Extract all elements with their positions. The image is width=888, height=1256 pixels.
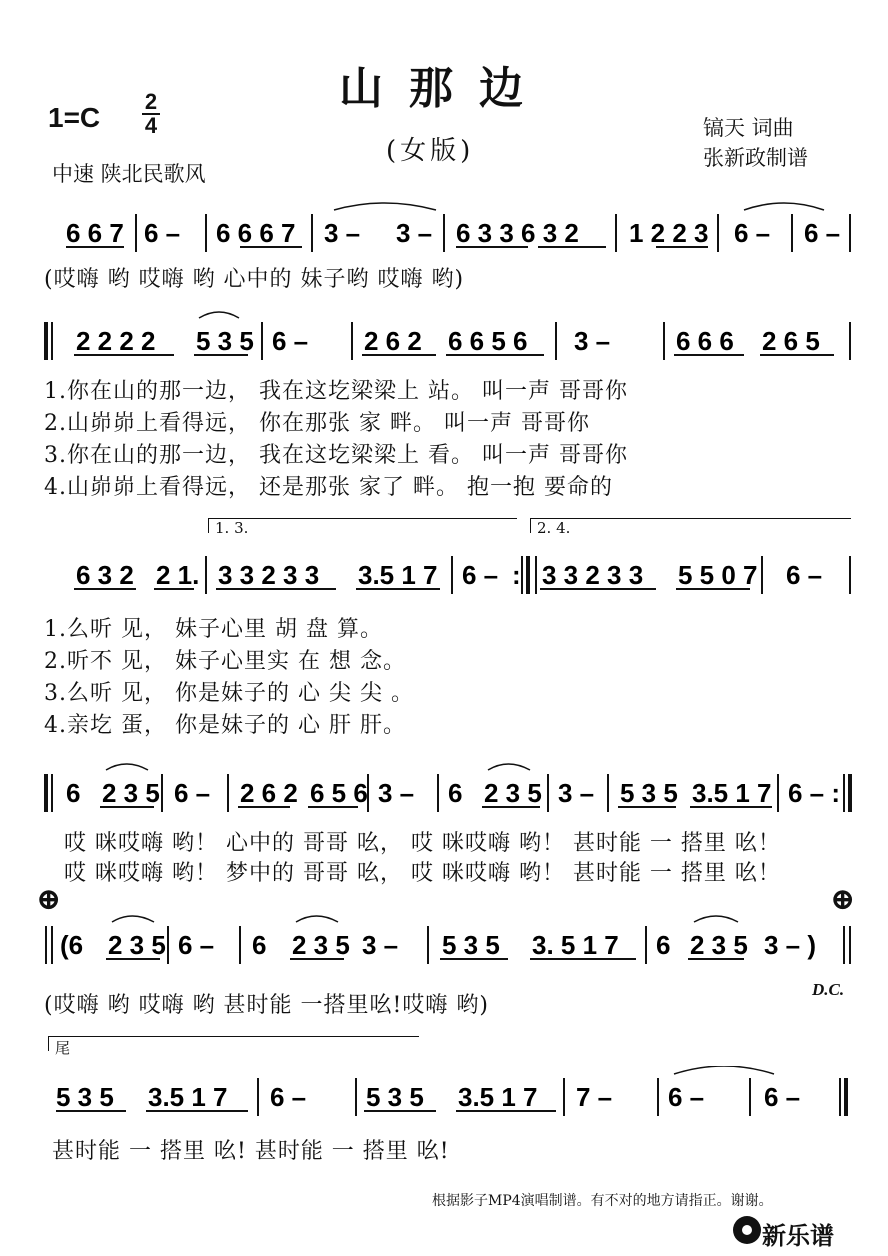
row6-notes: 5 3 5 3.5 1 7 6 – 5 3 5 3.5 1 7 7 – 6 – 6 – <box>56 1082 801 1112</box>
site-logo: 新乐谱 <box>762 1222 834 1250</box>
lyrics-row-2-v3: 3.你在山的那一边， 我在这圪梁梁上 看。 叫一声 哥哥你 <box>44 443 628 468</box>
row2-notes: 2 2 2 2 5 3 5 6 – 2 6 2 6 6 5 6 3 – 6 6 6 2 6 5 <box>76 326 820 356</box>
lyrics-row-3-v1: 1.么听 见， 妹子心里 胡 盘 算。 <box>44 617 383 642</box>
row4-notes: 6 2 3 5 6 – 2 6 2 6 5 6 3 – 6 2 3 5 3 – 5 3 5 3.5 1 7 6 – : <box>66 778 841 808</box>
row5-notes: (6 2 3 5 6 – 6 2 3 5 3 – 5 3 5 3. 5 1 7 6 2 3 5 3 – ) <box>60 930 817 960</box>
volta-bracket-2 <box>530 518 851 537</box>
volta-label-2: 2. 4. <box>537 519 571 537</box>
dc-marking: D.C. <box>812 980 845 999</box>
logo-disc-icon <box>733 1216 761 1244</box>
footer-note: 根据影子MP4演唱制谱。有不对的地方请指正。谢谢。 <box>432 1193 773 1209</box>
coda-label: 尾 <box>55 1039 71 1057</box>
notation-row-1 <box>44 202 856 262</box>
volta-bracket-1 <box>208 518 517 537</box>
lyrics-row-6: 甚时能 一 搭里 吆! 甚时能 一 搭里 吆! <box>52 1139 450 1164</box>
lyrics-row-2-v2: 2.山峁峁上看得远， 你在那张 家 畔。 叫一声 哥哥你 <box>44 411 590 436</box>
coda-sign-right: ⊕ <box>830 882 856 917</box>
tempo-marking: 中速 陕北民歌风 <box>52 162 206 186</box>
time-sig-top: 2 <box>144 89 158 114</box>
lyrics-row-1: (哎嗨 哟 哎嗨 哟 心中的 妹子哟 哎嗨 哟) <box>44 267 465 292</box>
lyrics-row-3-v2: 2.听不 见， 妹子心里实 在 想 念。 <box>44 649 406 674</box>
lyrics-row-2-v4: 4.山峁峁上看得远， 还是那张 家了 畔。 抱一抱 要命的 <box>44 475 613 500</box>
notation-row-2 <box>44 310 856 370</box>
coda-sign-left: ⊕ <box>36 882 62 917</box>
key-signature: 1=C <box>48 102 101 133</box>
coda-bracket <box>48 1036 419 1057</box>
lyrics-row-4-v1: 哎 咪哎嗨 哟！ 心中的 哥哥 吆， 哎 咪哎嗨 哟！ 甚时能 一 搭里 吆！ <box>64 831 781 856</box>
lyrics-row-3-v4: 4.亲圪 蛋， 你是妹子的 心 肝 肝。 <box>44 713 406 738</box>
credit-transcriber: 张新政制谱 <box>703 146 808 170</box>
time-sig-bottom: 4 <box>144 113 158 138</box>
score-row-3 <box>44 544 856 604</box>
row3-notes: 6 3 2 2 1. 3 3 2 3 3 3.5 1 7 6 – : 3 3 2 3 3 5 5 0 7 6 – <box>76 560 823 590</box>
lyrics-row-4-v2: 哎 咪哎嗨 哟！ 梦中的 哥哥 吆， 哎 咪哎嗨 哟！ 甚时能 一 搭里 吆！ <box>64 861 781 886</box>
lyrics-row-3-v3: 3.么听 见， 你是妹子的 心 尖 尖 。 <box>44 681 414 706</box>
notation-row-6 <box>44 1066 856 1126</box>
song-title: 山那边 <box>339 63 549 114</box>
notation-row-3 <box>44 544 856 604</box>
song-subtitle: (女版) <box>386 136 475 166</box>
volta-label-1: 1. 3. <box>215 519 249 537</box>
score-row-2 <box>44 310 856 370</box>
row1-notes: 6 6 7 6 – 6 6 6 7 3 – 3 – 6 3 3 6 3 2 1 2 2 3 6 – 6 – <box>66 218 841 248</box>
lyrics-row-2-v1: 1.你在山的那一边， 我在这圪梁梁上 站。 叫一声 哥哥你 <box>44 379 628 404</box>
lyrics-row-5: (哎嗨 哟 哎嗨 哟 甚时能 一搭里吆!哎嗨 哟) <box>44 993 489 1018</box>
credit-lyricist-composer: 镐天 词曲 <box>703 116 794 140</box>
score-row-4 <box>44 762 856 822</box>
notation-row-5 <box>44 914 856 974</box>
score-row-5 <box>44 914 856 974</box>
score-row-6 <box>44 1066 856 1126</box>
score-row-1 <box>44 202 856 262</box>
notation-row-4 <box>44 762 856 822</box>
time-signature <box>142 89 160 138</box>
